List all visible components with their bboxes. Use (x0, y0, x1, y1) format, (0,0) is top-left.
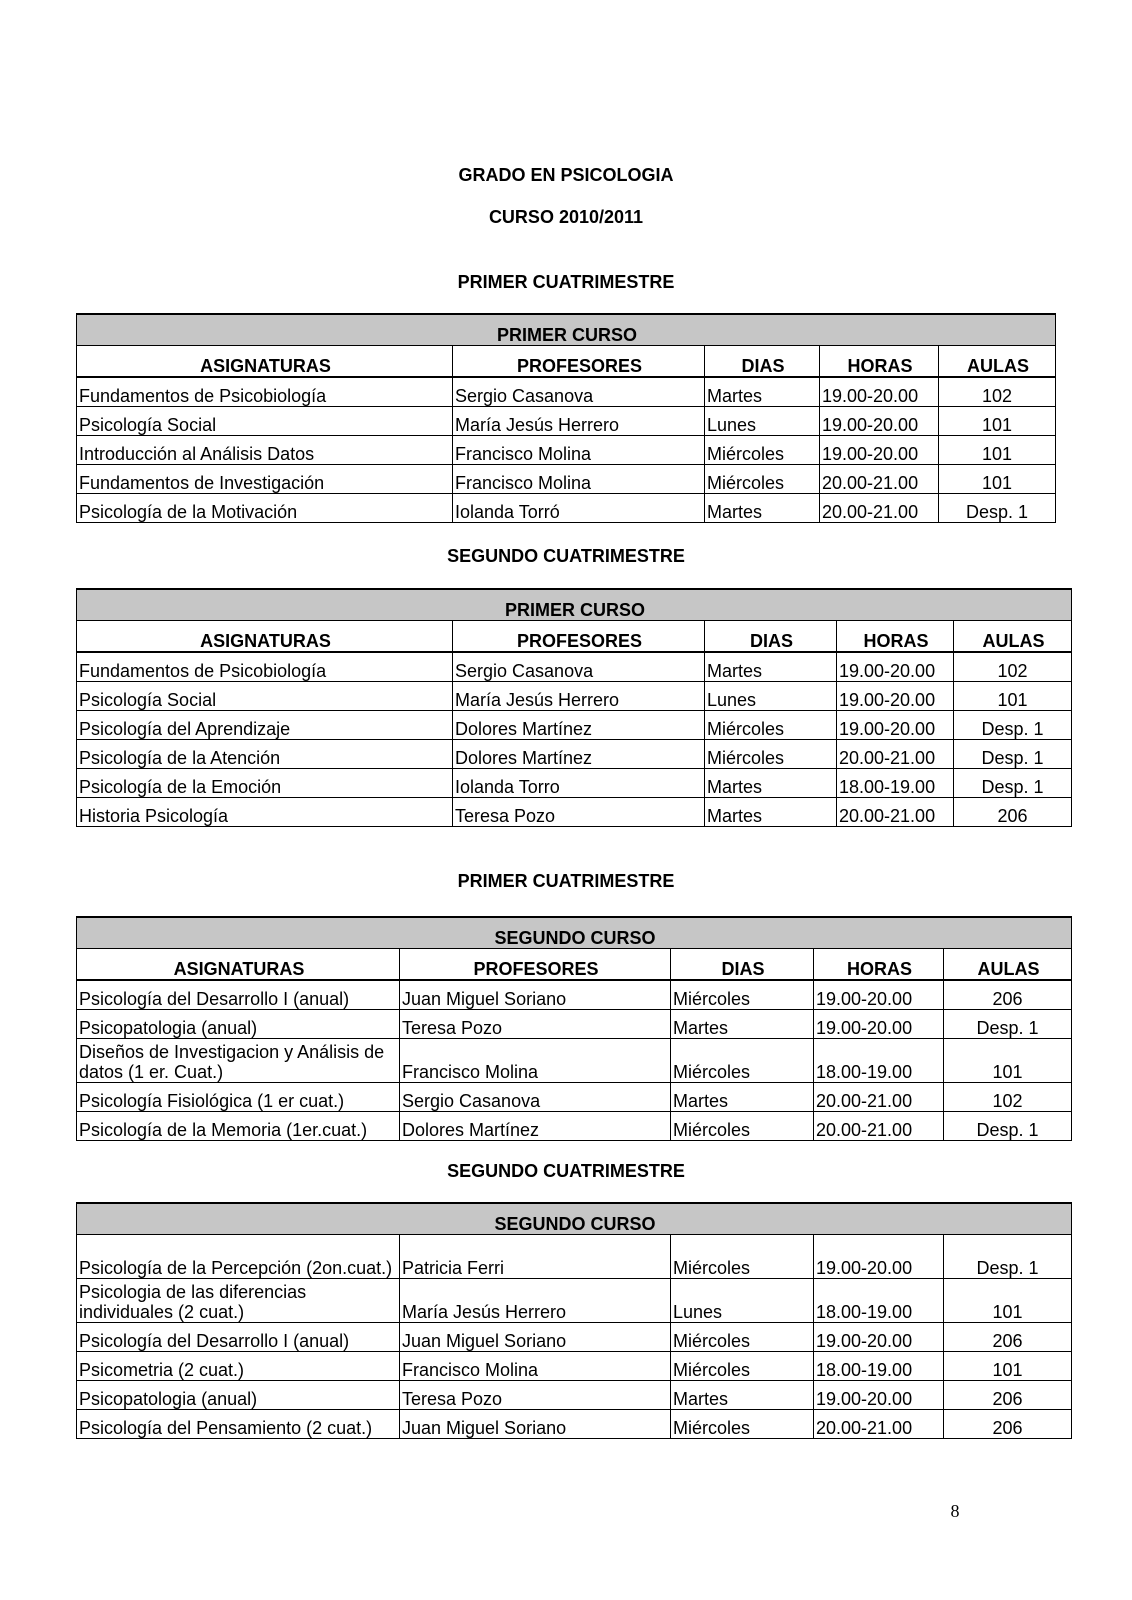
course-band: PRIMER CURSO (77, 314, 1056, 346)
section-heading: PRIMER CUATRIMESTRE (457, 272, 675, 292)
header-horas: HORAS (814, 949, 944, 981)
table-row (77, 769, 1072, 798)
hours-cell: 20.00-21.00 (820, 465, 939, 494)
day-cell: Miércoles (671, 1112, 814, 1141)
room-cell: 206 (944, 1410, 1072, 1439)
room-cell: 206 (944, 1323, 1072, 1352)
subject-cell: Psicología de la Percepción (2on.cuat.) (77, 1235, 400, 1279)
schedule-table-primer-curso-2c (76, 588, 1072, 827)
day-cell: Miércoles (671, 1235, 814, 1279)
room-cell: 101 (944, 1279, 1072, 1323)
day-cell: Lunes (705, 682, 837, 711)
room-cell: 101 (939, 465, 1056, 494)
room-cell: 102 (954, 652, 1072, 682)
room-cell: 206 (944, 980, 1072, 1010)
hours-cell: 20.00-21.00 (814, 1410, 944, 1439)
room-cell: 101 (939, 436, 1056, 465)
room-cell: 206 (944, 1381, 1072, 1410)
subject-cell: Fundamentos de Psicobiología (77, 652, 453, 682)
teacher-cell: Dolores Martínez (453, 711, 705, 740)
day-cell: Miércoles (705, 436, 820, 465)
room-cell: Desp. 1 (954, 711, 1072, 740)
day-cell: Martes (671, 1010, 814, 1039)
day-cell: Lunes (671, 1279, 814, 1323)
table-row (77, 465, 1056, 494)
subject-cell: Psicología del Aprendizaje (77, 711, 453, 740)
hours-cell: 19.00-20.00 (820, 377, 939, 407)
day-cell: Miércoles (705, 711, 837, 740)
table-row (77, 407, 1056, 436)
day-cell: Miércoles (671, 980, 814, 1010)
teacher-cell: Sergio Casanova (453, 377, 705, 407)
day-cell: Miércoles (671, 1410, 814, 1439)
subject-cell: Psicopatologia (anual) (77, 1381, 400, 1410)
hours-cell: 18.00-19.00 (814, 1279, 944, 1323)
section-heading: PRIMER CUATRIMESTRE (457, 871, 675, 891)
table-row (77, 1039, 1072, 1083)
section-heading: SEGUNDO CUATRIMESTRE (447, 546, 685, 566)
teacher-cell: Teresa Pozo (400, 1010, 671, 1039)
table-row (77, 1381, 1072, 1410)
day-cell: Miércoles (705, 740, 837, 769)
subject-cell: Psicología del Pensamiento (2 cuat.) (77, 1410, 400, 1439)
hours-cell: 19.00-20.00 (814, 1381, 944, 1410)
teacher-cell: María Jesús Herrero (453, 682, 705, 711)
header-profesores: PROFESORES (400, 949, 671, 981)
day-cell: Lunes (705, 407, 820, 436)
schedule-table-segundo-curso-1c (76, 916, 1072, 1141)
header-aulas: AULAS (954, 621, 1072, 653)
table-row (77, 1410, 1072, 1439)
subject-cell: Psicopatologia (anual) (77, 1010, 400, 1039)
hours-cell: 19.00-20.00 (820, 407, 939, 436)
teacher-cell: Patricia Ferri (400, 1235, 671, 1279)
header-horas: HORAS (837, 621, 954, 653)
room-cell: 101 (944, 1039, 1072, 1083)
teacher-cell: María Jesús Herrero (453, 407, 705, 436)
room-cell: 102 (939, 377, 1056, 407)
header-aulas: AULAS (939, 346, 1056, 378)
room-cell: 101 (939, 407, 1056, 436)
header-horas: HORAS (820, 346, 939, 378)
day-cell: Martes (705, 494, 820, 523)
subject-cell: Diseños de Investigacion y Análisis de datos (1 er. Cuat.) (77, 1039, 400, 1083)
room-cell: 101 (944, 1352, 1072, 1381)
hours-cell: 19.00-20.00 (814, 1235, 944, 1279)
subject-cell: Psicología Fisiológica (1 er cuat.) (77, 1083, 400, 1112)
room-cell: Desp. 1 (954, 769, 1072, 798)
day-cell: Martes (671, 1083, 814, 1112)
teacher-cell: Sergio Casanova (400, 1083, 671, 1112)
day-cell: Miércoles (705, 465, 820, 494)
room-cell: 102 (944, 1083, 1072, 1112)
schedule-table-segundo-curso-2c (76, 1202, 1072, 1439)
course-band: PRIMER CURSO (77, 589, 1072, 621)
teacher-cell: Juan Miguel Soriano (400, 1323, 671, 1352)
hours-cell: 20.00-21.00 (837, 740, 954, 769)
subject-cell: Fundamentos de Psicobiología (77, 377, 453, 407)
hours-cell: 19.00-20.00 (837, 652, 954, 682)
table-row (77, 740, 1072, 769)
course-year: CURSO 2010/2011 (488, 207, 644, 227)
teacher-cell: Francisco Molina (453, 465, 705, 494)
header-profesores: PROFESORES (453, 346, 705, 378)
subject-cell: Historia Psicología (77, 798, 453, 827)
room-cell: 206 (954, 798, 1072, 827)
teacher-cell: Teresa Pozo (453, 798, 705, 827)
table-row (77, 494, 1056, 523)
hours-cell: 20.00-21.00 (820, 494, 939, 523)
day-cell: Miércoles (671, 1039, 814, 1083)
subject-cell: Psicologia de las diferencias individuales (2 cuat.) (77, 1279, 400, 1323)
header-dias: DIAS (705, 621, 837, 653)
table-row (77, 980, 1072, 1010)
teacher-cell: Teresa Pozo (400, 1381, 671, 1410)
teacher-cell: Dolores Martínez (453, 740, 705, 769)
table-row (77, 798, 1072, 827)
table-row (77, 436, 1056, 465)
subject-cell: Psicología de la Motivación (77, 494, 453, 523)
header-asignaturas: ASIGNATURAS (77, 621, 453, 653)
hours-cell: 19.00-20.00 (814, 1323, 944, 1352)
table-row (77, 652, 1072, 682)
hours-cell: 19.00-20.00 (820, 436, 939, 465)
hours-cell: 18.00-19.00 (814, 1039, 944, 1083)
course-band: SEGUNDO CURSO (77, 917, 1072, 949)
header-profesores: PROFESORES (453, 621, 705, 653)
room-cell: Desp. 1 (954, 740, 1072, 769)
subject-cell: Psicología del Desarrollo I (anual) (77, 1323, 400, 1352)
day-cell: Martes (705, 769, 837, 798)
table-row (77, 1235, 1072, 1279)
day-cell: Martes (705, 798, 837, 827)
course-band: SEGUNDO CURSO (77, 1203, 1072, 1235)
day-cell: Martes (705, 377, 820, 407)
page-number: 8 (950, 1501, 960, 1521)
room-cell: Desp. 1 (944, 1235, 1072, 1279)
subject-cell: Psicología del Desarrollo I (anual) (77, 980, 400, 1010)
subject-cell: Psicología de la Memoria (1er.cuat.) (77, 1112, 400, 1141)
hours-cell: 19.00-20.00 (814, 1010, 944, 1039)
teacher-cell: Francisco Molina (400, 1039, 671, 1083)
day-cell: Martes (671, 1381, 814, 1410)
header-dias: DIAS (705, 346, 820, 378)
room-cell: 101 (954, 682, 1072, 711)
day-cell: Miércoles (671, 1323, 814, 1352)
subject-cell: Introducción al Análisis Datos (77, 436, 453, 465)
teacher-cell: Juan Miguel Soriano (400, 980, 671, 1010)
teacher-cell: Sergio Casanova (453, 652, 705, 682)
header-dias: DIAS (671, 949, 814, 981)
header-aulas: AULAS (944, 949, 1072, 981)
table-row (77, 1279, 1072, 1323)
hours-cell: 19.00-20.00 (837, 682, 954, 711)
teacher-cell: Juan Miguel Soriano (400, 1410, 671, 1439)
room-cell: Desp. 1 (944, 1010, 1072, 1039)
hours-cell: 19.00-20.00 (837, 711, 954, 740)
document-title: GRADO EN PSICOLOGIA (458, 165, 674, 185)
subject-cell: Fundamentos de Investigación (77, 465, 453, 494)
hours-cell: 20.00-21.00 (814, 1112, 944, 1141)
subject-cell: Psicología Social (77, 682, 453, 711)
subject-cell: Psicología Social (77, 407, 453, 436)
hours-cell: 18.00-19.00 (837, 769, 954, 798)
hours-cell: 20.00-21.00 (837, 798, 954, 827)
table-row (77, 1010, 1072, 1039)
teacher-cell: Francisco Molina (400, 1352, 671, 1381)
teacher-cell: María Jesús Herrero (400, 1279, 671, 1323)
teacher-cell: Francisco Molina (453, 436, 705, 465)
table-row (77, 1323, 1072, 1352)
teacher-cell: Dolores Martínez (400, 1112, 671, 1141)
room-cell: Desp. 1 (944, 1112, 1072, 1141)
hours-cell: 20.00-21.00 (814, 1083, 944, 1112)
teacher-cell: Iolanda Torró (453, 494, 705, 523)
table-row (77, 1083, 1072, 1112)
section-heading: SEGUNDO CUATRIMESTRE (447, 1161, 685, 1181)
hours-cell: 19.00-20.00 (814, 980, 944, 1010)
subject-cell: Psicología de la Emoción (77, 769, 453, 798)
day-cell: Miércoles (671, 1352, 814, 1381)
header-asignaturas: ASIGNATURAS (77, 949, 400, 981)
table-row (77, 682, 1072, 711)
subject-cell: Psicometria (2 cuat.) (77, 1352, 400, 1381)
subject-cell: Psicología de la Atención (77, 740, 453, 769)
header-asignaturas: ASIGNATURAS (77, 346, 453, 378)
teacher-cell: Iolanda Torro (453, 769, 705, 798)
table-row (77, 711, 1072, 740)
room-cell: Desp. 1 (939, 494, 1056, 523)
table-row (77, 1352, 1072, 1381)
schedule-table-primer-curso-1c (76, 313, 1056, 523)
table-row (77, 377, 1056, 407)
hours-cell: 18.00-19.00 (814, 1352, 944, 1381)
table-row (77, 1112, 1072, 1141)
day-cell: Martes (705, 652, 837, 682)
